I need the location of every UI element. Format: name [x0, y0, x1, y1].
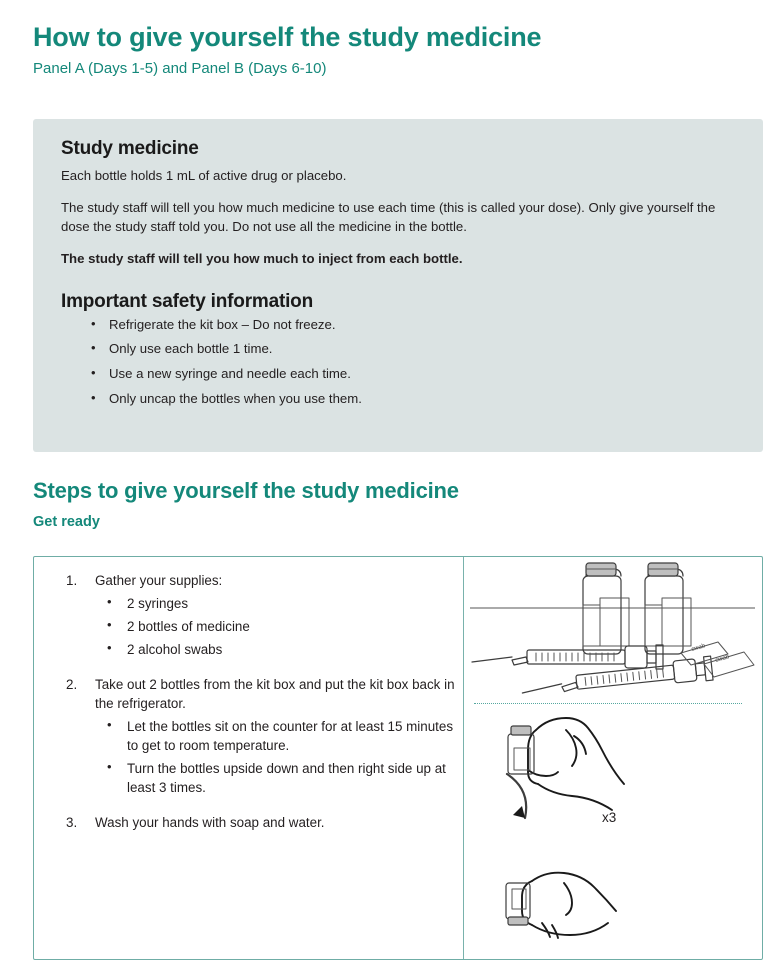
illustration-divider — [474, 703, 742, 704]
steps-subtitle: Get ready — [33, 514, 100, 530]
syringe-icon — [521, 656, 713, 700]
study-medicine-paragraph-3: The study staff will tell you how much to inject from each bottle. — [61, 251, 463, 267]
safety-information-heading: Important safety information — [61, 290, 313, 312]
hand-icon — [522, 873, 616, 938]
steps-title: Steps to give yourself the study medicine — [33, 478, 459, 503]
illustration-column — [464, 557, 762, 959]
vial-icon — [506, 883, 530, 925]
study-medicine-paragraph-1: Each bottle holds 1 mL of active drug or placebo. — [61, 168, 347, 183]
steps-section-header — [33, 478, 768, 530]
swab-label: swab — [714, 654, 731, 664]
list-item: • Only use each bottle 1 time. — [83, 340, 735, 358]
repeat-count-label: x3 — [602, 810, 617, 825]
step-1-sublist — [95, 594, 455, 659]
step-text: Gather your supplies: — [95, 573, 223, 588]
safety-information-list — [61, 316, 735, 408]
step-text: Wash your hands with soap and water. — [95, 815, 325, 831]
list-item: • Use a new syringe and needle each time. — [83, 365, 735, 383]
list-item: • Let the bottles sit on the counter for at least 15 minutes to get to room temperature. — [95, 717, 455, 755]
hand-icon — [528, 718, 624, 810]
step-2-sublist — [95, 717, 455, 797]
list-item: • Turn the bottles upside down and then right side up at least 3 times. — [95, 759, 455, 797]
page-title: How to give yourself the study medicine — [33, 22, 542, 52]
list-item: • Refrigerate the kit box – Do not freeze. — [83, 316, 735, 334]
invert-vial-illustration — [494, 712, 694, 822]
page-header — [0, 0, 768, 78]
swab-label: swab — [690, 643, 707, 653]
list-item: • Only uncap the bottles when you use them. — [83, 390, 735, 408]
step-item-3 — [48, 813, 455, 832]
get-ready-steps-box — [33, 556, 763, 960]
list-item: • 2 syringes — [95, 594, 455, 613]
step-text: Take out 2 bottles from the kit box and put the kit box back in the refrigerator. — [95, 677, 455, 712]
hold-vial-illustration — [494, 867, 694, 947]
step-item-2 — [48, 675, 455, 797]
list-item: • 2 bottles of medicine — [95, 617, 455, 636]
list-item: • 2 alcohol swabs — [95, 640, 455, 659]
vial-icon — [508, 726, 534, 774]
study-medicine-info-panel — [33, 119, 763, 452]
study-medicine-paragraph-2: The study staff will tell you how much medicine to use each time (this is called your dose). Only give yourself the dose the study staff told you. Do not use all the medicine in the bottle. — [61, 200, 716, 235]
syringe-icon — [472, 645, 663, 669]
study-medicine-heading: Study medicine — [61, 138, 199, 159]
rotation-arrow-icon — [507, 774, 526, 818]
step-item-1 — [48, 571, 455, 659]
supplies-illustration — [470, 561, 755, 703]
numbered-step-list — [48, 571, 455, 832]
page-subtitle: Panel A (Days 1-5) and Panel B (Days 6-10) — [33, 59, 327, 77]
steps-text-column — [34, 557, 464, 959]
